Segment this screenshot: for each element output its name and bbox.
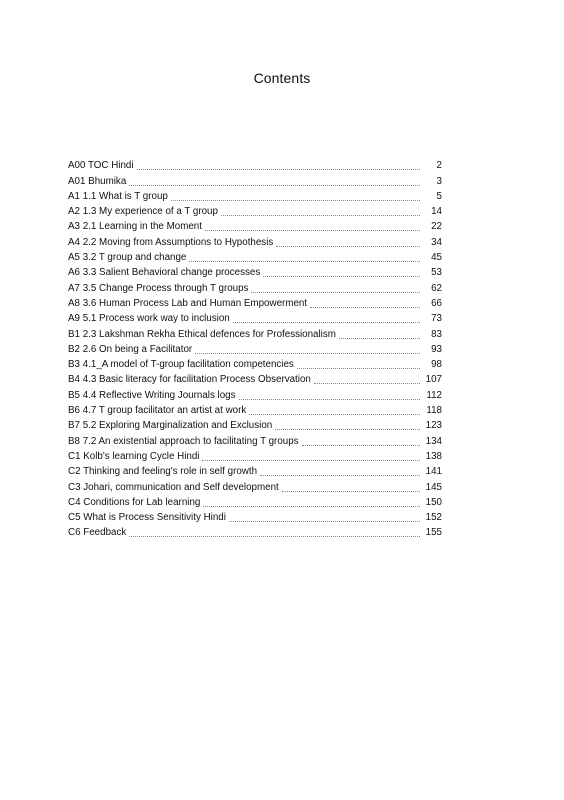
toc-entry-label: B7 5.2 Exploring Marginalization and Exclusion <box>68 420 273 432</box>
dot-leader <box>129 185 420 186</box>
toc-entry-page-number: 150 <box>425 496 442 508</box>
dot-leader <box>251 292 420 293</box>
toc-entry-label: C2 Thinking and feeling's role in self growth <box>68 466 258 478</box>
dot-leader <box>275 429 420 430</box>
toc-entry[interactable] <box>68 432 442 447</box>
toc-entry-page-number: 66 <box>431 297 442 309</box>
toc-entry-label: B1 2.3 Lakshman Rekha Ethical defences for Professionalism <box>68 328 336 340</box>
toc-entry-label: A9 5.1 Process work way to inclusion <box>68 313 230 325</box>
toc-entry-page-number: 34 <box>431 236 442 248</box>
toc-entry[interactable] <box>68 188 442 203</box>
toc-entry[interactable] <box>68 325 442 340</box>
dot-leader <box>171 200 420 201</box>
dot-leader <box>221 215 420 216</box>
toc-entry-page-number: 112 <box>426 389 442 401</box>
toc-entry-page-number: 22 <box>431 221 442 233</box>
toc-entry-label: A3 2.1 Learning in the Moment <box>68 221 202 233</box>
dot-leader <box>260 475 420 476</box>
toc-entry[interactable] <box>68 295 442 310</box>
toc-entry[interactable] <box>68 509 442 524</box>
dot-leader <box>195 353 420 354</box>
toc-entry[interactable] <box>68 203 442 218</box>
toc-entry[interactable] <box>68 341 442 356</box>
table-of-contents <box>68 157 442 539</box>
toc-entry-label: C4 Conditions for Lab learning <box>68 496 201 508</box>
toc-entry[interactable] <box>68 463 442 478</box>
dot-leader <box>233 322 420 323</box>
toc-entry-page-number: 145 <box>425 481 442 493</box>
toc-entry[interactable] <box>68 448 442 463</box>
toc-entry-label: B8 7.2 An existential approach to facilitating T groups <box>68 435 299 447</box>
toc-entry-page-number: 138 <box>425 450 442 462</box>
toc-entry-label: C5 What is Process Sensitivity Hindi <box>68 512 226 524</box>
toc-entry-label: A8 3.6 Human Process Lab and Human Empowerment <box>68 297 308 309</box>
toc-entry-label: A1 1.1 What is T group <box>68 190 168 202</box>
toc-entry-label: A6 3.3 Salient Behavioral change processes <box>68 267 261 279</box>
dot-leader <box>339 338 420 339</box>
toc-entry[interactable] <box>68 402 442 417</box>
dot-leader <box>263 276 420 277</box>
toc-entry[interactable] <box>68 310 442 325</box>
toc-entry[interactable] <box>68 478 442 493</box>
page-title: Contents <box>253 70 311 86</box>
toc-entry-label: A7 3.5 Change Process through T groups <box>68 282 249 294</box>
dot-leader <box>239 399 420 400</box>
toc-entry-page-number: 14 <box>431 206 442 218</box>
toc-entry[interactable] <box>68 356 442 371</box>
toc-entry[interactable] <box>68 157 442 172</box>
toc-entry-label: C1 Kolb's learning Cycle Hindi <box>68 450 200 462</box>
toc-entry-page-number: 2 <box>436 160 442 172</box>
dot-leader <box>189 261 420 262</box>
toc-entry-page-number: 141 <box>425 466 442 478</box>
toc-entry-page-number: 107 <box>425 374 442 386</box>
toc-entry-page-number: 134 <box>425 435 442 447</box>
toc-entry-page-number: 152 <box>425 512 442 524</box>
toc-entry-page-number: 53 <box>431 267 442 279</box>
toc-entry-page-number: 62 <box>431 282 442 294</box>
toc-entry[interactable] <box>68 279 442 294</box>
toc-entry-label: A5 3.2 T group and change <box>68 252 187 264</box>
dot-leader <box>129 536 420 537</box>
toc-entry-page-number: 73 <box>431 313 442 325</box>
dot-leader <box>205 230 420 231</box>
dot-leader <box>310 307 420 308</box>
toc-entry-page-number: 93 <box>431 343 442 355</box>
toc-entry-label: B4 4.3 Basic literacy for facilitation Process Observation <box>68 374 311 386</box>
dot-leader <box>137 169 420 170</box>
dot-leader <box>276 246 420 247</box>
toc-entry-page-number: 45 <box>431 252 442 264</box>
dot-leader <box>203 506 420 507</box>
toc-entry-label: B5 4.4 Reflective Writing Journals logs <box>68 389 236 401</box>
toc-entry-label: A01 Bhumika <box>68 175 127 187</box>
toc-entry[interactable] <box>68 494 442 509</box>
dot-leader <box>297 368 420 369</box>
toc-entry[interactable] <box>68 264 442 279</box>
dot-leader <box>249 414 420 415</box>
toc-entry-label: B6 4.7 T group facilitator an artist at work <box>68 405 247 417</box>
toc-entry[interactable] <box>68 524 442 539</box>
dot-leader <box>302 445 420 446</box>
toc-entry[interactable] <box>68 386 442 401</box>
dot-leader <box>229 521 420 522</box>
toc-entry[interactable] <box>68 417 442 432</box>
toc-entry-label: C6 Feedback <box>68 527 127 539</box>
toc-entry-label: A2 1.3 My experience of a T group <box>68 206 218 218</box>
toc-entry[interactable] <box>68 233 442 248</box>
toc-entry[interactable] <box>68 218 442 233</box>
toc-entry-page-number: 118 <box>426 405 442 417</box>
toc-entry-page-number: 83 <box>431 328 442 340</box>
toc-entry-label: C3 Johari, communication and Self development <box>68 481 279 493</box>
toc-entry[interactable] <box>68 371 442 386</box>
dot-leader <box>282 491 420 492</box>
toc-entry-page-number: 155 <box>425 527 442 539</box>
toc-entry-page-number: 123 <box>425 420 442 432</box>
toc-entry-page-number: 98 <box>431 359 442 371</box>
toc-entry[interactable] <box>68 172 442 187</box>
toc-entry-label: B3 4.1_A model of T-group facilitation competencies <box>68 359 294 371</box>
toc-entry-page-number: 3 <box>436 175 442 187</box>
toc-entry-page-number: 5 <box>436 190 442 202</box>
dot-leader <box>314 383 420 384</box>
dot-leader <box>202 460 420 461</box>
toc-entry[interactable] <box>68 249 442 264</box>
toc-entry-label: A4 2.2 Moving from Assumptions to Hypothesis <box>68 236 274 248</box>
toc-entry-label: B2 2.6 On being a Facilitator <box>68 343 193 355</box>
toc-entry-label: A00 TOC Hindi <box>68 160 134 172</box>
